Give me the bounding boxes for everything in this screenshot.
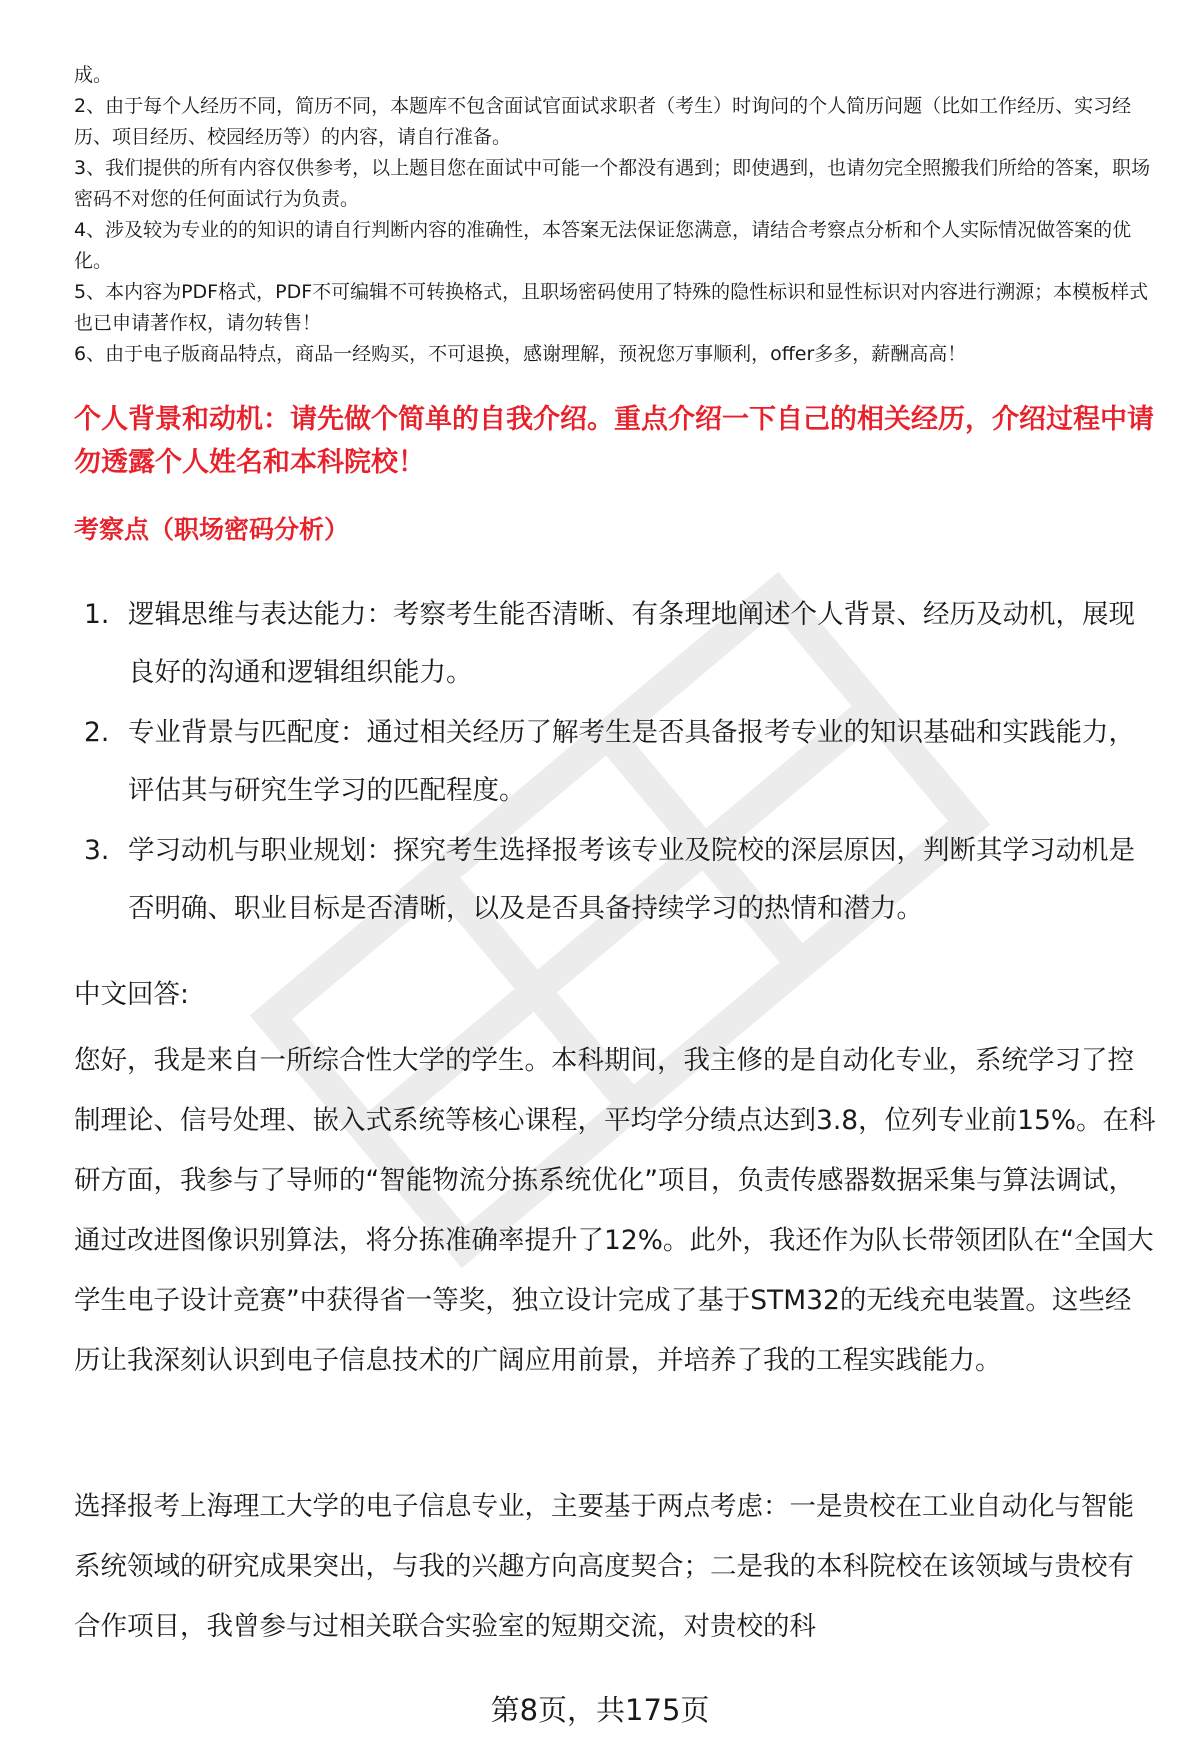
- question-heading: 个人背景和动机：请先做个简单的自我介绍。重点介绍一下自己的相关经历，介绍过程中请勿透露个人姓名和本科院校！: [74, 404, 1154, 478]
- answer-paragraph-1: 您好，我是来自一所综合性大学的学生。本科期间，我主修的是自动化专业，系统学习了控制理论、信号处理、嵌入式系统等核心课程，平均学分绩点达到3.8，位列专业前15%。在科研方面，我参与了导师的“智能物流分拣系统优化”项目，负责传感器数据采集与算法调试，通过改进图像识别算法，将分拣准确率提升了12%。此外，我还作为队长带领团队在“全国大学生电子设计竞赛”中获得省一等奖，独立设计完成了基于STM32的无线充电装置。这些经历让我深刻认识到电子信息技术的广阔应用前景，并培养了我的工程实践能力。: [74, 1045, 1156, 1376]
- assessment-points-list: [84, 586, 1156, 940]
- point-number: 3.: [84, 835, 110, 866]
- assessment-points-title: 考察点（职场密码分析）: [74, 515, 350, 544]
- assessment-point: [84, 822, 1156, 937]
- assessment-point: [84, 704, 1156, 819]
- point-text: 专业背景与匹配度：通过相关经历了解考生是否具备报考专业的知识基础和实践能力，评估其与研究生学习的匹配程度。: [128, 717, 1135, 806]
- notice-line: 5、本内容为PDF格式，PDF不可编辑不可转换格式，且职场密码使用了特殊的隐性标识和显性标识对内容进行溯源；本模板样式也已申请著作权，请勿转售！: [74, 281, 1149, 334]
- notice-line: 成。: [74, 64, 113, 86]
- point-number: 1.: [84, 599, 110, 630]
- notice-line: 3、我们提供的所有内容仅供参考，以上题目您在面试中可能一个都没有遇到；即使遇到，也请勿完全照搬我们所给的答案，职场密码不对您的任何面试行为负责。: [74, 157, 1151, 210]
- notice-line: 2、由于每个人经历不同，简历不同，本题库不包含面试官面试求职者（考生）时询问的个人简历问题（比如工作经历、实习经历、项目经历、校园经历等）的内容，请自行准备。: [74, 95, 1132, 148]
- point-number: 2.: [84, 717, 110, 748]
- point-text: 学习动机与职业规划：探究考生选择报考该专业及院校的深层原因，判断其学习动机是否明确、职业目标是否清晰，以及是否具备持续学习的热情和潜力。: [128, 835, 1135, 924]
- notice-block: [74, 60, 1156, 370]
- answer-paragraph-2: 选择报考上海理工大学的电子信息专业，主要基于两点考虑：一是贵校在工业自动化与智能系统领域的研究成果突出，与我的兴趣方向高度契合；二是我的本科院校在该领域与贵校有合作项目，我曾参与过相关联合实验室的短期交流，对贵校的科: [74, 1491, 1134, 1642]
- answer-label: 中文回答:: [74, 979, 189, 1010]
- notice-line: 4、涉及较为专业的的知识的请自行判断内容的准确性，本答案无法保证您满意，请结合考察点分析和个人实际情况做答案的优化。: [74, 219, 1132, 272]
- assessment-point: [84, 586, 1156, 701]
- notice-line: 6、由于电子版商品特点，商品一经购买，不可退换，感谢理解，预祝您万事顺利，offer多多，薪酬高高！: [74, 343, 967, 365]
- page-number: 第8页，共175页: [490, 1693, 710, 1727]
- point-text: 逻辑思维与表达能力：考察考生能否清晰、有条理地阐述个人背景、经历及动机，展现良好的沟通和逻辑组织能力。: [128, 599, 1135, 688]
